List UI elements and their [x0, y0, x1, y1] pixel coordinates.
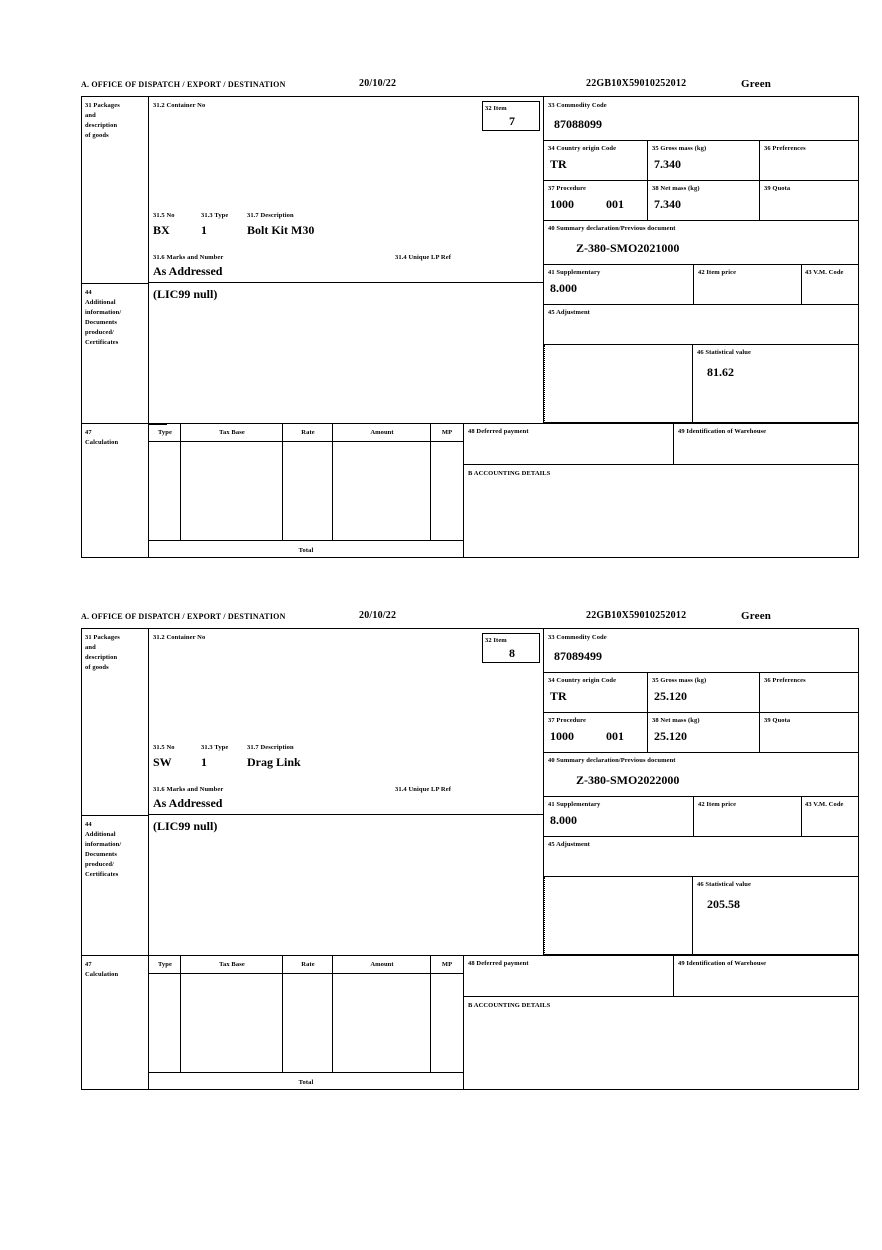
box35-cell [648, 141, 760, 181]
package-no-value: BX [153, 223, 170, 237]
box44-label-l6: Certificates [85, 339, 119, 346]
form-header-1 [81, 78, 861, 96]
box36-cell [760, 141, 859, 181]
box34-label: 34 Country origin Code [548, 145, 617, 152]
box31-4-label: 31.4 Unique LP Ref [395, 254, 451, 261]
box47-col-amount-2 [333, 956, 431, 1072]
box31-6-label-2: 31.6 Marks and Number [153, 786, 224, 793]
box47-label-2-l2: Calculation [85, 971, 119, 978]
box49-label: 49 Identification of Warehouse [678, 428, 767, 435]
commodity-code-value-2: 87089499 [554, 649, 602, 663]
gross-mass-value: 7.340 [654, 157, 681, 171]
box32-label-2: 32 Item [485, 637, 507, 644]
box36-label: 36 Preferences [764, 145, 806, 152]
box33-label: 33 Commodity Code [548, 102, 607, 109]
box47-taxbase-header: Tax Base [219, 429, 245, 436]
box38-label-2: 38 Net mass (kg) [652, 717, 700, 724]
supplementary-value-2: 8.000 [550, 813, 577, 827]
boxB-cell [464, 465, 859, 558]
box46-label-2: 46 Statistical value [697, 881, 751, 888]
box47-total-label-2: Total [298, 1079, 314, 1086]
box47-type-header: Type [157, 429, 172, 436]
marks-number-value: As Addressed [153, 264, 223, 278]
box31-label-cell [82, 97, 148, 283]
package-no-value-2: SW [153, 755, 172, 769]
box41-cell [544, 265, 694, 305]
box31-7-label-2: 31.7 Description [247, 744, 294, 751]
declaration-box-2 [81, 628, 859, 1090]
box49-cell-2 [674, 955, 859, 997]
gross-mass-value-2: 25.120 [654, 689, 687, 703]
status-badge: Green [741, 78, 772, 90]
box37-label-2: 37 Procedure [548, 717, 586, 724]
box43-cell-2 [802, 797, 859, 837]
box40-cell-2 [544, 753, 859, 797]
statistical-value-2: 205.58 [707, 897, 740, 911]
box48-cell [464, 423, 674, 465]
box31-5-label-2: 31.5 No [153, 744, 175, 751]
package-description-value: Bolt Kit M30 [247, 223, 315, 237]
box39-label: 39 Quota [764, 185, 791, 192]
boxB-label: B ACCOUNTING DETAILS [468, 470, 551, 477]
box44-label-l1: 44 [85, 289, 92, 296]
box36-cell-2 [760, 673, 859, 713]
item-number-value-2: 8 [509, 646, 515, 660]
box37-label: 37 Procedure [548, 185, 586, 192]
procedure-value: 1000 [550, 197, 574, 211]
box34-label-2: 34 Country origin Code [548, 677, 617, 684]
box42-cell-2 [694, 797, 802, 837]
box41-cell-2 [544, 797, 694, 837]
procedure-2-value: 001 [606, 197, 624, 211]
box44-label-l4: Documents [85, 319, 117, 326]
office-of-dispatch-label-2: A. OFFICE OF DISPATCH / EXPORT / DESTINATION [81, 612, 286, 621]
box46-blank-cell [544, 345, 692, 423]
additional-information-value-2: (LIC99 null) [153, 819, 218, 833]
box35-cell-2 [648, 673, 760, 713]
box35-label-2: 35 Gross mass (kg) [652, 677, 707, 684]
box47-total-label: Total [298, 547, 314, 554]
box31-5-label: 31.5 No [153, 212, 175, 219]
box47-col-amount [333, 424, 431, 540]
box40-label-2: 40 Summary declaration/Previous document [548, 757, 676, 764]
box31-label-2-l3: description [85, 654, 118, 661]
box43-cell [802, 265, 859, 305]
boxB-cell-2 [464, 997, 859, 1090]
commodity-code-value: 87088099 [554, 117, 602, 131]
box47-label-2-l1: 47 [85, 961, 92, 968]
box31-label-l3: description [85, 122, 118, 129]
additional-information-value: (LIC99 null) [153, 287, 218, 301]
box47-type-header-2: Type [157, 961, 172, 968]
box47-label-cell [82, 423, 148, 558]
box47-col-type [149, 424, 181, 540]
box40-cell [544, 221, 859, 265]
box35-label: 35 Gross mass (kg) [652, 145, 707, 152]
box42-label: 42 Item price [698, 269, 737, 276]
box47-col-rate [283, 424, 333, 540]
box47-amount-header: Amount [370, 429, 394, 436]
box41-label: 41 Supplementary [548, 269, 601, 276]
declaration-box-1 [81, 96, 859, 558]
box32-label: 32 Item [485, 105, 507, 112]
box47-label-l2: Calculation [85, 439, 119, 446]
box47-amount-header-2: Amount [370, 961, 394, 968]
box47-total-row [149, 540, 463, 558]
box44-label-2-l6: Certificates [85, 871, 119, 878]
box46-label: 46 Statistical value [697, 349, 751, 356]
box44-label-2-l5: produced/ [85, 861, 114, 868]
box47-col-rate-2 [283, 956, 333, 1072]
box48-label-2: 48 Deferred payment [468, 960, 529, 967]
box31-4-label-2: 31.4 Unique LP Ref [395, 786, 451, 793]
box47-rate-header: Rate [301, 429, 315, 436]
box44-content-cell-2 [148, 815, 544, 955]
box33-label-2: 33 Commodity Code [548, 634, 607, 641]
box49-label-2: 49 Identification of Warehouse [678, 960, 767, 967]
box47-total-row-2 [149, 1072, 463, 1090]
package-description-value-2: Drag Link [247, 755, 301, 769]
box34-cell-2 [544, 673, 648, 713]
box37-cell [544, 181, 648, 221]
box39-cell-2 [760, 713, 859, 753]
box44-label-2-l1: 44 [85, 821, 92, 828]
box45-label: 45 Adjustment [548, 309, 590, 316]
previous-document-value: Z-380-SMO2021000 [576, 241, 680, 255]
box47-mp-header: MP [441, 429, 453, 436]
box46-blank-cell-2 [544, 877, 692, 955]
box41-label-2: 41 Supplementary [548, 801, 601, 808]
box39-label-2: 39 Quota [764, 717, 791, 724]
movement-reference-number-2: 22GB10X59010252012 [586, 610, 687, 621]
box44-label-2-l4: Documents [85, 851, 117, 858]
box31-3-label-2: 31.3 Type [201, 744, 229, 751]
box46-cell [692, 345, 859, 423]
box48-cell-2 [464, 955, 674, 997]
box44-content-cell [148, 283, 544, 423]
box31-2-label-2: 31.2 Container No [153, 634, 206, 641]
box47-label-cell-2 [82, 955, 148, 1090]
box31-label-2-l2: and [85, 644, 96, 651]
box31-label-2-l1: 31 Packages [85, 634, 120, 641]
box44-label-2-l2: Additional [85, 831, 116, 838]
box36-label-2: 36 Preferences [764, 677, 806, 684]
package-type-value-2: 1 [201, 755, 207, 769]
boxB-label-2: B ACCOUNTING DETAILS [468, 1002, 551, 1009]
box47-mp-header-2: MP [441, 961, 453, 968]
box46-cell-2 [692, 877, 859, 955]
box44-label-cell-2 [82, 815, 148, 955]
box47-col-type-2 [149, 956, 181, 1072]
box45-cell [544, 305, 859, 345]
marks-number-value-2: As Addressed [153, 796, 223, 810]
box34-cell [544, 141, 648, 181]
box31-2-label: 31.2 Container No [153, 102, 206, 109]
box44-label-2-l3: information/ [85, 841, 122, 848]
box47-col-mp-2 [431, 956, 463, 1072]
previous-document-value-2: Z-380-SMO2022000 [576, 773, 680, 787]
box47-label-l1: 47 [85, 429, 92, 436]
box31-label-2-l4: of goods [85, 664, 109, 671]
box32-item-cell [482, 101, 540, 131]
box38-cell [648, 181, 760, 221]
box43-label: 43 V.M. Code [805, 269, 844, 276]
declaration-date: 20/10/22 [359, 78, 397, 89]
item-number-value: 7 [509, 114, 515, 128]
status-badge-2: Green [741, 610, 772, 622]
box38-label: 38 Net mass (kg) [652, 185, 700, 192]
box31-label-l1: 31 Packages [85, 102, 120, 109]
customs-declaration-form-2 [81, 610, 861, 1090]
box49-cell [674, 423, 859, 465]
box33-cell [544, 97, 859, 141]
box47-rate-header-2: Rate [301, 961, 315, 968]
box47-calculation-table [148, 423, 464, 558]
box37-cell-2 [544, 713, 648, 753]
box33-cell-2 [544, 629, 859, 673]
box42-cell [694, 265, 802, 305]
box38-cell-2 [648, 713, 760, 753]
box31-7-label: 31.7 Description [247, 212, 294, 219]
country-origin-value-2: TR [550, 689, 567, 703]
procedure-value-2: 1000 [550, 729, 574, 743]
box43-label-2: 43 V.M. Code [805, 801, 844, 808]
box47-col-mp [431, 424, 463, 540]
box31-label-l2: and [85, 112, 96, 119]
box47-col-taxbase [181, 424, 283, 540]
net-mass-value-2: 25.120 [654, 729, 687, 743]
movement-reference-number: 22GB10X59010252012 [586, 78, 687, 89]
customs-declaration-form-1 [81, 78, 861, 558]
box44-label-l5: produced/ [85, 329, 114, 336]
form-header-2 [81, 610, 861, 628]
box31-6-label: 31.6 Marks and Number [153, 254, 224, 261]
box45-label-2: 45 Adjustment [548, 841, 590, 848]
box42-label-2: 42 Item price [698, 801, 737, 808]
box44-label-cell [82, 283, 148, 423]
declaration-date-2: 20/10/22 [359, 610, 397, 621]
box31-label-l4: of goods [85, 132, 109, 139]
net-mass-value: 7.340 [654, 197, 681, 211]
box44-label-l3: information/ [85, 309, 122, 316]
box40-label: 40 Summary declaration/Previous document [548, 225, 676, 232]
package-type-value: 1 [201, 223, 207, 237]
box47-col-taxbase-2 [181, 956, 283, 1072]
box32-item-cell-2 [482, 633, 540, 663]
box44-label-l2: Additional [85, 299, 116, 306]
box47-taxbase-header-2: Tax Base [219, 961, 245, 968]
statistical-value: 81.62 [707, 365, 734, 379]
country-origin-value: TR [550, 157, 567, 171]
box31-3-label: 31.3 Type [201, 212, 229, 219]
procedure-2-value-2: 001 [606, 729, 624, 743]
supplementary-value: 8.000 [550, 281, 577, 295]
box45-cell-2 [544, 837, 859, 877]
box31-label-cell-2 [82, 629, 148, 815]
box48-label: 48 Deferred payment [468, 428, 529, 435]
office-of-dispatch-label: A. OFFICE OF DISPATCH / EXPORT / DESTINATION [81, 80, 286, 89]
box39-cell [760, 181, 859, 221]
box47-calculation-table-2 [148, 955, 464, 1090]
